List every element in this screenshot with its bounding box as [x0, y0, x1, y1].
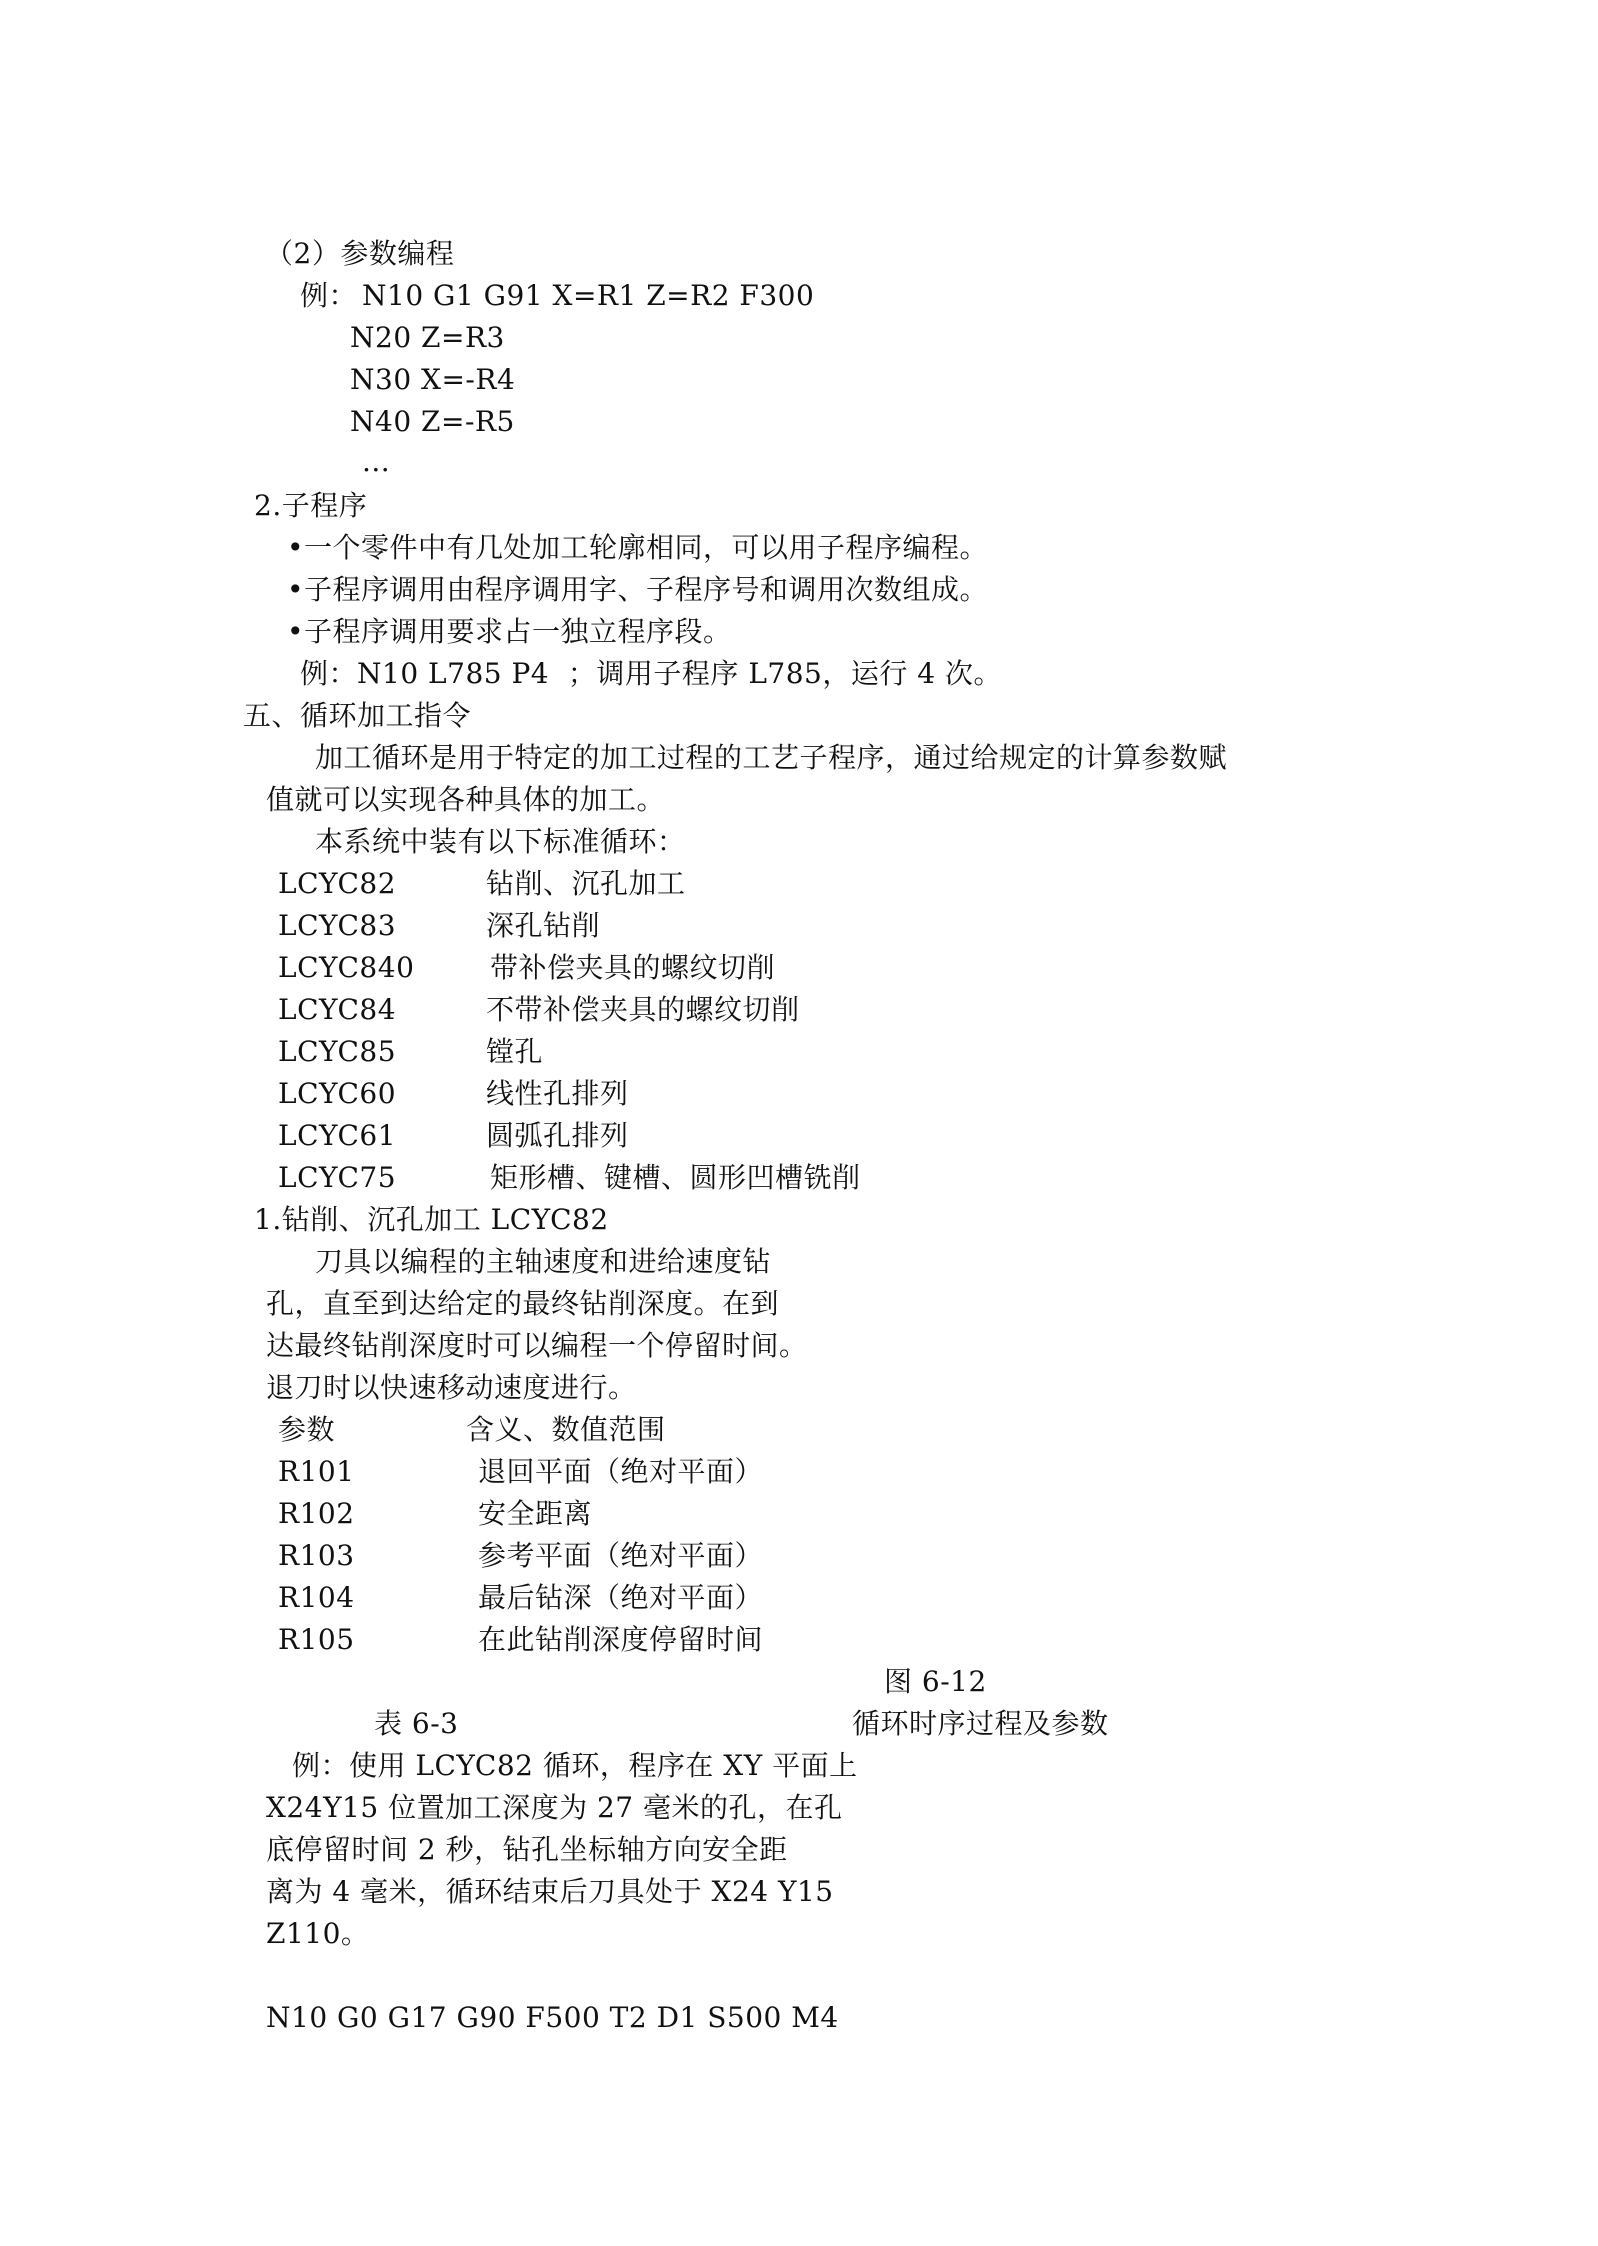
cycle-code: LCYC85 — [278, 1035, 397, 1068]
example-paragraph-line: X24Y15 位置加工深度为 27 毫米的孔，在孔 — [266, 1791, 843, 1824]
cycle-description: 深孔钻削 — [486, 909, 601, 942]
lcyc82-paragraph-line: 达最终钻削深度时可以编程一个停留时间。 — [266, 1329, 808, 1362]
figure-label: 图 6-12 — [884, 1665, 987, 1698]
cycle-description: 线性孔排列 — [486, 1077, 629, 1110]
param-meaning: 安全距离 — [478, 1497, 593, 1530]
cycle-code: LCYC840 — [278, 951, 415, 984]
code-line: N30 X=-R4 — [350, 363, 516, 396]
code-line: N10 G0 G17 G90 F500 T2 D1 S500 M4 — [266, 2001, 839, 2034]
lcyc82-paragraph-line: 孔，直至到达给定的最终钻削深度。在到 — [266, 1287, 780, 1320]
param-meaning: 在此钻削深度停留时间 — [478, 1623, 764, 1656]
cycle-code: LCYC84 — [278, 993, 397, 1026]
section-heading-param-programming: （2）参数编程 — [265, 237, 455, 270]
table-label: 表 6-3 — [374, 1707, 459, 1740]
standard-cycles-label: 本系统中装有以下标准循环： — [315, 825, 686, 858]
param-name: R105 — [278, 1623, 355, 1656]
param-table-header-meaning: 含义、数值范围 — [466, 1413, 666, 1446]
cycle-description: 不带补偿夹具的螺纹切削 — [486, 993, 800, 1026]
code-line: N10 G1 G91 X=R1 Z=R2 F300 — [362, 279, 815, 312]
bullet-item: •子程序调用要求占一独立程序段。 — [287, 615, 732, 648]
code-ellipsis: ... — [362, 445, 391, 478]
subprogram-example: 例：N10 L785 P4 ；调用子程序 L785，运行 4 次。 — [300, 657, 1002, 690]
cycle-code: LCYC83 — [278, 909, 397, 942]
example-paragraph-line: 离为 4 毫米，循环结束后刀具处于 X24 Y15 — [266, 1875, 834, 1908]
bullet-item: •子程序调用由程序调用字、子程序号和调用次数组成。 — [287, 573, 989, 606]
param-meaning: 参考平面（绝对平面） — [478, 1539, 764, 1572]
cycle-description: 矩形槽、键槽、圆形凹槽铣削 — [490, 1161, 861, 1194]
example-paragraph-line: 底停留时间 2 秒，钻孔坐标轴方向安全距 — [266, 1833, 788, 1866]
intro-paragraph-line: 加工循环是用于特定的加工过程的工艺子程序，通过给规定的计算参数赋 — [315, 741, 1228, 774]
param-name: R102 — [278, 1497, 355, 1530]
cycle-code: LCYC61 — [278, 1119, 397, 1152]
lcyc82-paragraph-line: 刀具以编程的主轴速度和进给速度钻 — [315, 1245, 772, 1278]
intro-paragraph-line: 值就可以实现各种具体的加工。 — [266, 783, 666, 816]
cycle-description: 带补偿夹具的螺纹切削 — [490, 951, 776, 984]
param-name: R104 — [278, 1581, 355, 1614]
param-name: R101 — [278, 1455, 355, 1488]
cycle-description: 镗孔 — [486, 1035, 544, 1068]
lcyc82-paragraph-line: 退刀时以快速移动速度进行。 — [266, 1371, 637, 1404]
cycle-code: LCYC75 — [278, 1161, 397, 1194]
section-heading-cycles: 五、循环加工指令 — [243, 699, 472, 732]
section-heading-lcyc82: 1.钻削、沉孔加工 LCYC82 — [254, 1203, 609, 1236]
cycle-description: 钻削、沉孔加工 — [486, 867, 686, 900]
figure-caption: 循环时序过程及参数 — [852, 1707, 1109, 1740]
param-meaning: 最后钻深（绝对平面） — [478, 1581, 764, 1614]
param-meaning: 退回平面（绝对平面） — [478, 1455, 764, 1488]
cycle-code: LCYC82 — [278, 867, 397, 900]
example-paragraph-line: Z110。 — [266, 1917, 370, 1950]
code-line: N20 Z=R3 — [350, 321, 505, 354]
param-table-header-param: 参数 — [278, 1413, 336, 1446]
code-line: N40 Z=-R5 — [350, 405, 515, 438]
param-name: R103 — [278, 1539, 355, 1572]
example-label: 例： — [300, 279, 358, 312]
cycle-description: 圆弧孔排列 — [486, 1119, 629, 1152]
bullet-item: •一个零件中有几处加工轮廓相同，可以用子程序编程。 — [287, 531, 989, 564]
section-heading-subprogram: 2.子程序 — [254, 489, 368, 522]
cycle-code: LCYC60 — [278, 1077, 397, 1110]
example-paragraph-line: 例：使用 LCYC82 循环，程序在 XY 平面上 — [292, 1749, 858, 1782]
